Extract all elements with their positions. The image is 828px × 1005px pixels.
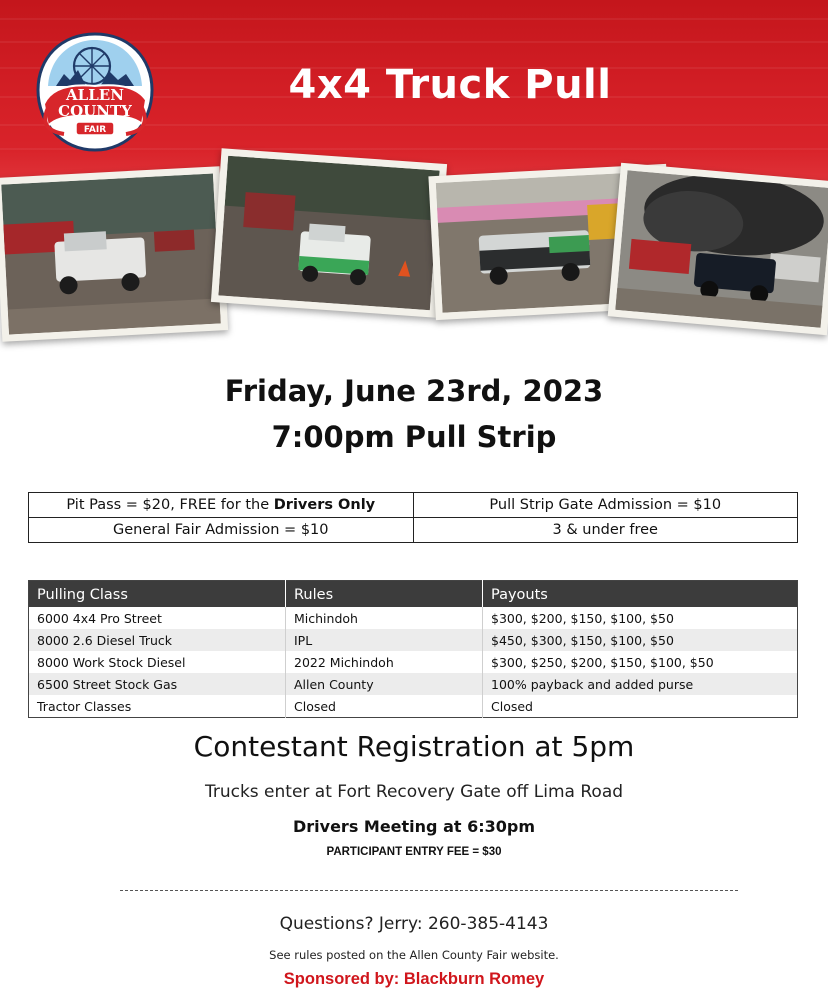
table-row: Tractor Classes Closed Closed — [29, 695, 798, 718]
pit-pass-cell: Pit Pass = $20, FREE for the Drivers Only — [29, 493, 414, 518]
drivers-meeting: Drivers Meeting at 6:30pm — [292, 817, 536, 836]
photo-smoke-truck — [608, 163, 828, 336]
table-row: 8000 Work Stock Diesel 2022 Michindoh $300, $250, $200, $150, $100, $50 — [29, 651, 798, 673]
photo-ford-truck — [0, 166, 228, 342]
photo-green-truck — [211, 148, 447, 317]
pull-strip-cell: Pull Strip Gate Admission = $10 — [413, 493, 798, 518]
entry-fee: PARTICIPANT ENTRY FEE = $30 — [326, 846, 502, 858]
questions-contact: Questions? Jerry: 260-385-4143 — [279, 914, 549, 934]
header-pulling-class: Pulling Class — [29, 581, 286, 608]
table-row: 6500 Street Stock Gas Allen County 100% payback and added purse — [29, 673, 798, 695]
gate-info: Trucks enter at Fort Recovery Gate off Lima Road — [204, 782, 624, 802]
pulling-classes-table — [28, 580, 798, 718]
sponsor-line: Sponsored by: Blackburn Romey — [283, 970, 545, 988]
event-date: Friday, June 23rd, 2023 — [224, 374, 604, 408]
general-admission-cell: General Fair Admission = $10 — [29, 518, 414, 543]
table-row: 8000 2.6 Diesel Truck IPL $450, $300, $150, $100, $50 — [29, 629, 798, 651]
logo-text-fair: FAIR — [83, 125, 107, 135]
header-payouts: Payouts — [483, 581, 798, 608]
registration-heading: Contestant Registration at 5pm — [193, 730, 635, 763]
logo-text-allen: ALLEN — [66, 86, 124, 104]
table-header-row — [29, 581, 798, 608]
divider — [120, 890, 738, 891]
page-title: 4x4 Truck Pull — [288, 62, 612, 108]
admission-fees-table — [28, 492, 798, 543]
allen-county-fair-logo — [34, 30, 156, 154]
header-rules: Rules — [286, 581, 483, 608]
table-row: 6000 4x4 Pro Street Michindoh $300, $200, $150, $100, $50 — [29, 607, 798, 629]
logo-text-county: COUNTY — [58, 102, 132, 120]
event-time: 7:00pm Pull Strip — [271, 420, 557, 454]
rules-note: See rules posted on the Allen County Fair website. — [269, 948, 559, 962]
under-three-cell: 3 & under free — [413, 518, 798, 543]
